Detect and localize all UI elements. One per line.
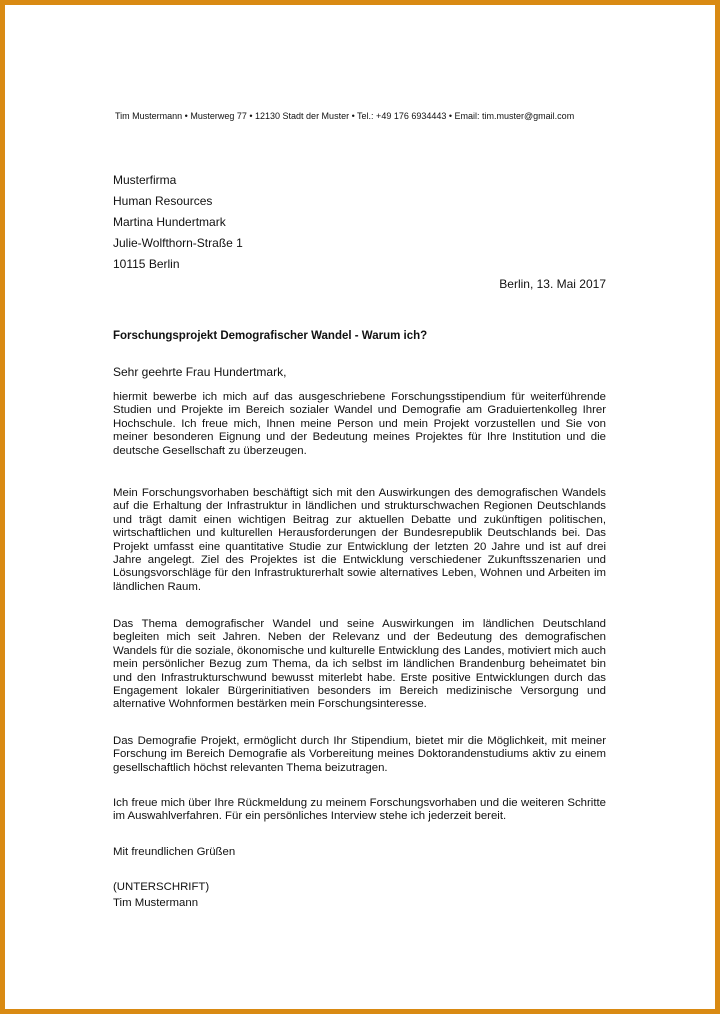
sender-address-line: Tim Mustermann • Musterweg 77 • 12130 Stadt der Muster • Tel.: +49 176 6934443 • Email: tim.muster@gmail.com (115, 111, 575, 121)
recipient-name: Martina Hundertmark (113, 215, 226, 229)
recipient-city: 10115 Berlin (113, 257, 180, 271)
body-paragraph-intro: hiermit bewerbe ich mich auf das ausgeschriebene Forschungsstipendium für weiterführende Studien und Projekte im Bereich sozialer Wandel und Demografie am Graduiertenkolleg Ihrer Hochschule. Ich freue mich, Ihnen meine Person und mein Projekt vorzustellen und Sie von meiner besonderen Eignung und der Bedeutung meines Projektes für Ihre Institution und die deutsche Gesellschaft zu überzeugen. (113, 391, 606, 457)
body-paragraph-opportunity: Das Demografie Projekt, ermöglicht durch Ihr Stipendium, bietet mir die Möglichkeit, mit meiner Forschung im Bereich Demografie als Vorbereitung meines Doktorandenstudiums aktiv zu einem gesellschaftlich höchst relevanten Thema beizutragen. (113, 735, 606, 774)
recipient-company: Musterfirma (113, 173, 177, 187)
recipient-street: Julie-Wolfthorn-Straße 1 (113, 236, 243, 250)
body-paragraph-motivation: Das Thema demografischer Wandel und seine Auswirkungen im ländlichen Deutschland begleiten mich seit Jahren. Neben der Relevanz und der Bedeutung des demografischen Wandels für die soziale, ökonomische und kulturelle Entwicklung des Landes, motiviert mich auch mein persönlicher Bezug zum Thema, da ich selbst im ländlichen Brandenburg beheimatet bin und den Infrastrukturschwund bewusst miterlebt habe. Erste positive Entwicklungen durch das Engagement lokaler Bürgerinitiativen besonders im Bereich medizinische Versorgung und alternative Wohnformen bestärken mein Forschungsinteresse. (113, 618, 606, 711)
signature-placeholder: (UNTERSCHRIFT) (113, 881, 210, 893)
recipient-address-block (113, 172, 243, 277)
letter-date: Berlin, 13. Mai 2017 (499, 277, 606, 291)
letter-subject: Forschungsprojekt Demografischer Wandel - Warum ich? (113, 330, 428, 342)
closing-phrase: Mit freundlichen Grüßen (113, 846, 236, 858)
letter-page (5, 5, 715, 1009)
body-paragraph-research: Mein Forschungsvorhaben beschäftigt sich mit den Auswirkungen des demografischen Wandels auf die Erhaltung der Infrastruktur in ländlichen und strukturschwachen Regionen Deutschlands und trägt damit einen wichtigen Beitrag zur aktuellen Debatte und zukünftigen politischen, wirtschaftlichen und kulturellen Herausforderungen der Bundesrepublik Deutschlands bei. Das Projekt umfasst eine quantitative Studie zur Entwicklung der letzten 20 Jahre und ist auf drei Jahre angelegt. Ziel des Projektes ist die Entwicklung verschiedener Zukunftsszenarien und Lösungsvorschläge für den Infrastrukturerhalt sowie alternatives Leben, Wohnen und Arbeiten im ländlichen Raum. (113, 487, 606, 593)
signature-block (113, 879, 209, 911)
signer-name: Tim Mustermann (113, 897, 199, 909)
recipient-department: Human Resources (113, 194, 213, 208)
salutation: Sehr geehrte Frau Hundertmark, (113, 365, 287, 379)
body-paragraph-closing: Ich freue mich über Ihre Rückmeldung zu meinem Forschungsvorhaben und die weiteren Schritte im Auswahlverfahren. Für ein persönliches Interview stehe ich jederzeit bereit. (113, 797, 606, 823)
